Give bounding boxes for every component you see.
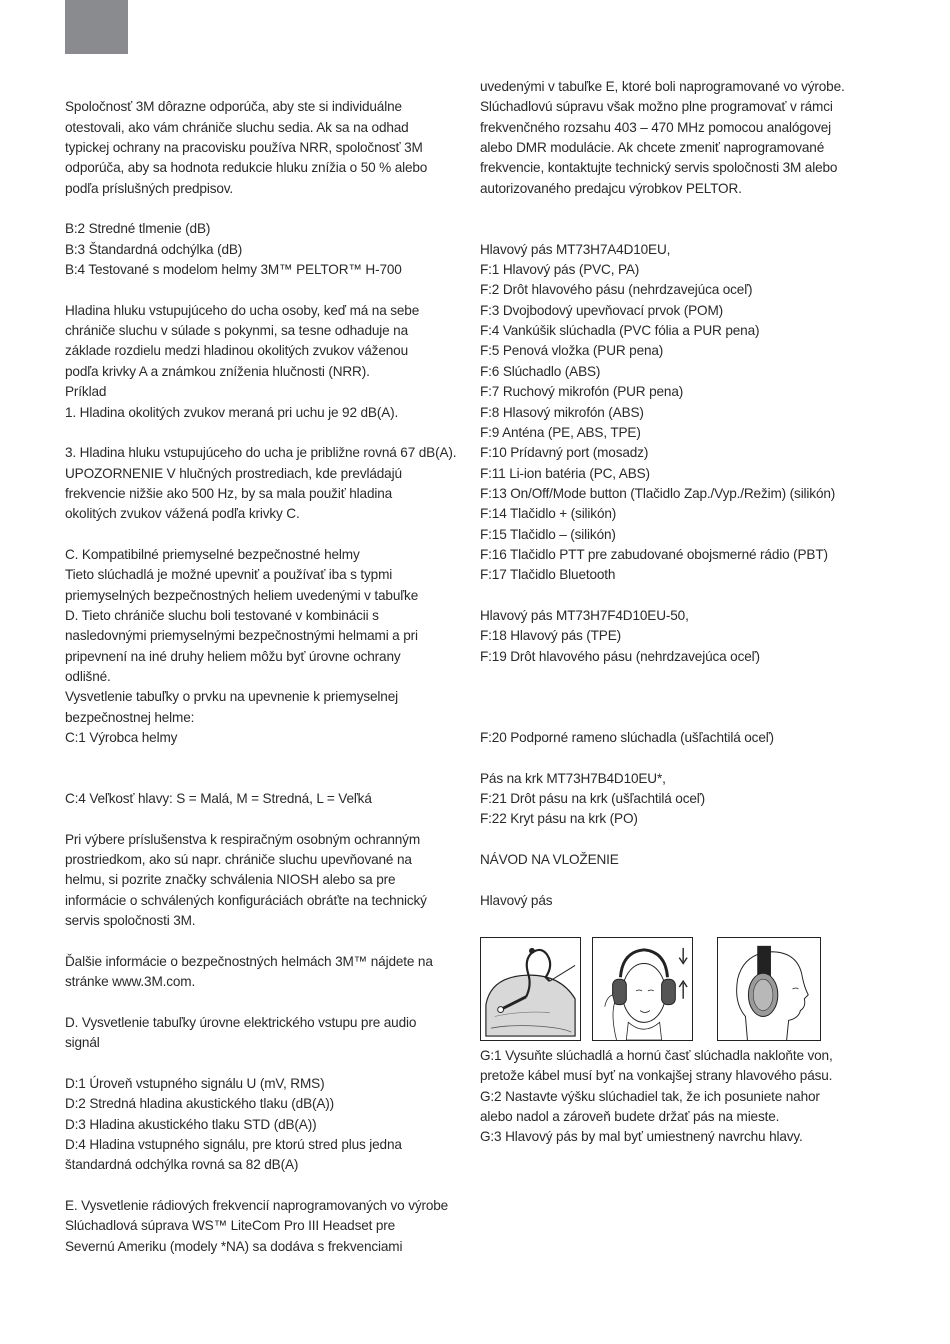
text-line <box>480 748 880 768</box>
text-line <box>480 667 880 687</box>
figure-g2-adjust-height <box>592 937 693 1041</box>
text-line: nasledovnými priemyselnými bezpečnostnými helmami a pri <box>65 628 418 644</box>
headset-cable-illustration <box>481 938 580 1040</box>
text-line <box>65 280 460 300</box>
text-line: Hlavový pás <box>480 892 553 908</box>
text-line: D:1 Úroveň vstupného signálu U (mV, RMS) <box>65 1075 325 1091</box>
text-line <box>480 687 880 707</box>
text-line: 3. Hladina hluku vstupujúceho do ucha je približne rovná 67 dB(A). <box>65 445 457 461</box>
text-line: informácie o schválených konfiguráciách obráťte na technický <box>65 892 427 908</box>
text-line: Severnú Ameriku (modely *NA) sa dodáva s frekvenciami <box>65 1238 403 1254</box>
text-line: Ďalšie informácie o bezpečnostných helmách 3M™ nájdete na <box>65 953 433 969</box>
text-line: F:8 Hlasový mikrofón (ABS) <box>480 404 644 420</box>
text-line: frekvencie, kontaktujte technický servis spoločnosti 3M alebo <box>480 160 838 176</box>
text-line: F:20 Podporné rameno slúchadla (ušľachtilá oceľ) <box>480 730 774 745</box>
figure-g1-headset-cable <box>480 937 581 1041</box>
caption-line: alebo nadol a zároveň budete držať pás na mieste. <box>480 1109 780 1125</box>
text-line: F:21 Drôt pásu na krk (ušľachtilá oceľ) <box>480 791 705 807</box>
left-text-column <box>65 77 460 1257</box>
text-line <box>480 708 880 728</box>
text-line: Príklad <box>65 384 107 400</box>
text-line <box>65 525 460 545</box>
text-line: F:19 Drôt hlavového pásu (nehrdzavejúca oceľ) <box>480 648 760 664</box>
text-line <box>65 1054 460 1074</box>
text-line: helmu, si pozrite značky schválenia NIOSH alebo sa pre <box>65 872 396 888</box>
text-line <box>480 870 880 890</box>
text-line: bezpečnostnej helme: <box>65 709 195 725</box>
text-line: F:22 Kryt pásu na krk (PO) <box>480 811 638 827</box>
text-line: frekvencie nižšie ako 500 Hz, by sa mala použiť hladina <box>65 485 393 501</box>
text-line: základe rozdielu medzi hladinou okolitých zvukov váženou <box>65 343 408 359</box>
text-line: F:9 Anténa (PE, ABS, TPE) <box>480 424 641 440</box>
text-line: F:14 Tlačidlo + (silikón) <box>480 506 617 522</box>
text-line: signál <box>65 1035 100 1051</box>
text-line: otestovali, ako vám chrániče sluchu sedia. Ak sa na odhad <box>65 119 409 135</box>
text-line: D. Vysvetlenie tabuľky úrovne elektrického vstupu pre audio <box>65 1014 417 1030</box>
text-line: uvedenými v tabuľke E, ktoré boli naprogramované vo výrobe. <box>480 79 845 94</box>
text-line: alebo DMR modulácie. Ak chcete zmeniť naprogramované <box>480 140 825 156</box>
text-line: F:11 Li-ion batéria (PC, ABS) <box>480 465 650 481</box>
text-line: C. Kompatibilné priemyselné bezpečnostné helmy <box>65 546 360 562</box>
text-line: frekvenčného rozsahu 403 – 470 MHz pomocou analógovej <box>480 119 832 135</box>
page-tab-marker <box>65 0 128 54</box>
head-profile-illustration <box>718 938 820 1040</box>
text-line: D:3 Hladina akustického tlaku STD (dB(A)) <box>65 1116 317 1132</box>
text-line: odlišné. <box>65 668 111 684</box>
text-line: stránke www.3M.com. <box>65 974 196 990</box>
text-line <box>480 199 880 219</box>
text-line <box>480 219 880 239</box>
caption-line: pretože kábel musí byť na vonkajšej strany hlavového pásu. <box>480 1068 833 1084</box>
text-line: F:16 Tlačidlo PTT pre zabudované obojsmerné rádio (PBT) <box>480 546 828 562</box>
text-line: Vysvetlenie tabuľky o prvku na upevnenie k priemyselnej <box>65 689 398 705</box>
text-line <box>65 809 460 829</box>
text-line: F:13 On/Off/Mode button (Tlačidlo Zap./Vyp./Režim) (silikón) <box>480 485 836 501</box>
text-line: podľa príslušných predpisov. <box>65 180 234 196</box>
text-line <box>65 199 460 219</box>
text-line: UPOZORNENIE V hlučných prostrediach, kde prevládajú <box>65 465 402 481</box>
text-line: typickej ochrany na pracovisku používa NRR, spoločnosť 3M <box>65 140 423 156</box>
text-line: pripevnení na iné druhy heliem môžu byť úrovne ochrany <box>65 648 401 664</box>
text-line: D:4 Hladina vstupného signálu, pre ktorú stred plus jedna <box>65 1136 402 1152</box>
text-line: D:2 Stredná hladina akustického tlaku (dB(A)) <box>65 1096 335 1112</box>
text-line: F:3 Dvojbodový upevňovací prvok (POM) <box>480 302 724 318</box>
text-line: C:4 Veľkosť hlavy: S = Malá, M = Stredná, L = Veľká <box>65 791 372 807</box>
text-line <box>65 748 460 768</box>
caption-line: G:3 Hlavový pás by mal byť umiestnený navrchu hlavy. <box>480 1129 803 1145</box>
text-line <box>480 586 880 606</box>
text-line: F:18 Hlavový pás (TPE) <box>480 628 621 644</box>
text-line <box>65 992 460 1012</box>
figure-captions <box>480 1046 880 1148</box>
text-line: Pri výbere príslušenstva k respiračným osobným ochranným <box>65 831 420 847</box>
text-line: servis spoločnosti 3M. <box>65 913 196 929</box>
text-line: D. Tieto chrániče sluchu boli testované v kombinácii s <box>65 607 379 623</box>
text-line <box>65 931 460 951</box>
right-text-column <box>480 77 880 911</box>
head-adjust-illustration <box>593 938 692 1040</box>
text-line: autorizovaného predajcu výrobkov PELTOR. <box>480 180 742 196</box>
text-line: F:2 Drôt hlavového pásu (nehrdzavejúca oceľ) <box>480 282 753 298</box>
text-line: podľa krivky A a známkou zníženia hlučnosti (NRR). <box>65 363 370 379</box>
text-line: odporúča, aby sa hodnota redukcie hluku znížia o 50 % alebo <box>65 160 428 176</box>
text-line: E. Vysvetlenie rádiových frekvencií naprogramovaných vo výrobe <box>65 1197 449 1213</box>
text-line <box>65 1176 460 1196</box>
text-line: Hlavový pás MT73H7F4D10EU-50, <box>480 607 689 623</box>
text-line <box>480 830 880 850</box>
text-line: C:1 Výrobca helmy <box>65 730 178 745</box>
text-line: Spoločnosť 3M dôrazne odporúča, aby ste si individuálne <box>65 99 402 115</box>
text-line: F:6 Slúchadlo (ABS) <box>480 363 601 379</box>
text-line: F:5 Penová vložka (PUR pena) <box>480 343 664 359</box>
text-line: B:4 Testované s modelom helmy 3M™ PELTOR™ H-700 <box>65 262 402 278</box>
text-line: F:15 Tlačidlo – (silikón) <box>480 526 616 542</box>
text-line: chrániče sluchu v súlade s pokynmi, sa tesne odhaduje na <box>65 323 408 339</box>
text-line: F:17 Tlačidlo Bluetooth <box>480 567 616 583</box>
text-line: prostriedkom, ako sú napr. chrániče sluchu upevňované na <box>65 852 412 868</box>
text-line: Hladina hluku vstupujúceho do ucha osoby, keď má na sebe <box>65 302 420 318</box>
text-line: F:10 Prídavný port (mosadz) <box>480 445 649 461</box>
text-line: F:4 Vankúšik slúchadla (PVC fólia a PUR pena) <box>480 323 760 339</box>
text-line: priemyselných bezpečnostných heliem uvedenými v tabuľke <box>65 587 419 603</box>
text-line: Pás na krk MT73H7B4D10EU*, <box>480 770 666 786</box>
text-line: Tieto slúchadlá je možné upevniť a používať iba s typmi <box>65 567 393 583</box>
text-line: B:2 Stredné tlmenie (dB) <box>65 221 211 237</box>
text-line: 1. Hladina okolitých zvukov meraná pri uchu je 92 dB(A). <box>65 404 399 420</box>
text-line: B:3 Štandardná odchýlka (dB) <box>65 241 243 257</box>
caption-line: G:1 Vysuňte slúchadlá a hornú časť slúchadla nakloňte von, <box>480 1048 833 1063</box>
text-line <box>65 423 460 443</box>
caption-line: G:2 Nastavte výšku slúchadiel tak, že ich posuniete nahor <box>480 1088 820 1104</box>
text-line: F:1 Hlavový pás (PVC, PA) <box>480 262 640 278</box>
text-line: štandardná odchýlka rovná sa 82 dB(A) <box>65 1157 299 1173</box>
text-line: NÁVOD NA VLOŽENIE <box>480 852 619 868</box>
text-line: Slúchadlová súprava WS™ LiteCom Pro III Headset pre <box>65 1218 396 1234</box>
insertion-figures <box>480 937 880 1043</box>
text-line: okolitých zvukov vážená podľa krivky C. <box>65 506 300 522</box>
text-line <box>65 77 460 97</box>
text-line <box>65 769 460 789</box>
text-line: Slúchadlovú súpravu však možno plne programovať v rámci <box>480 99 833 115</box>
figure-g3-headband-top <box>717 937 821 1041</box>
text-line: F:7 Ruchový mikrofón (PUR pena) <box>480 384 684 400</box>
text-line: Hlavový pás MT73H7A4D10EU, <box>480 241 671 257</box>
